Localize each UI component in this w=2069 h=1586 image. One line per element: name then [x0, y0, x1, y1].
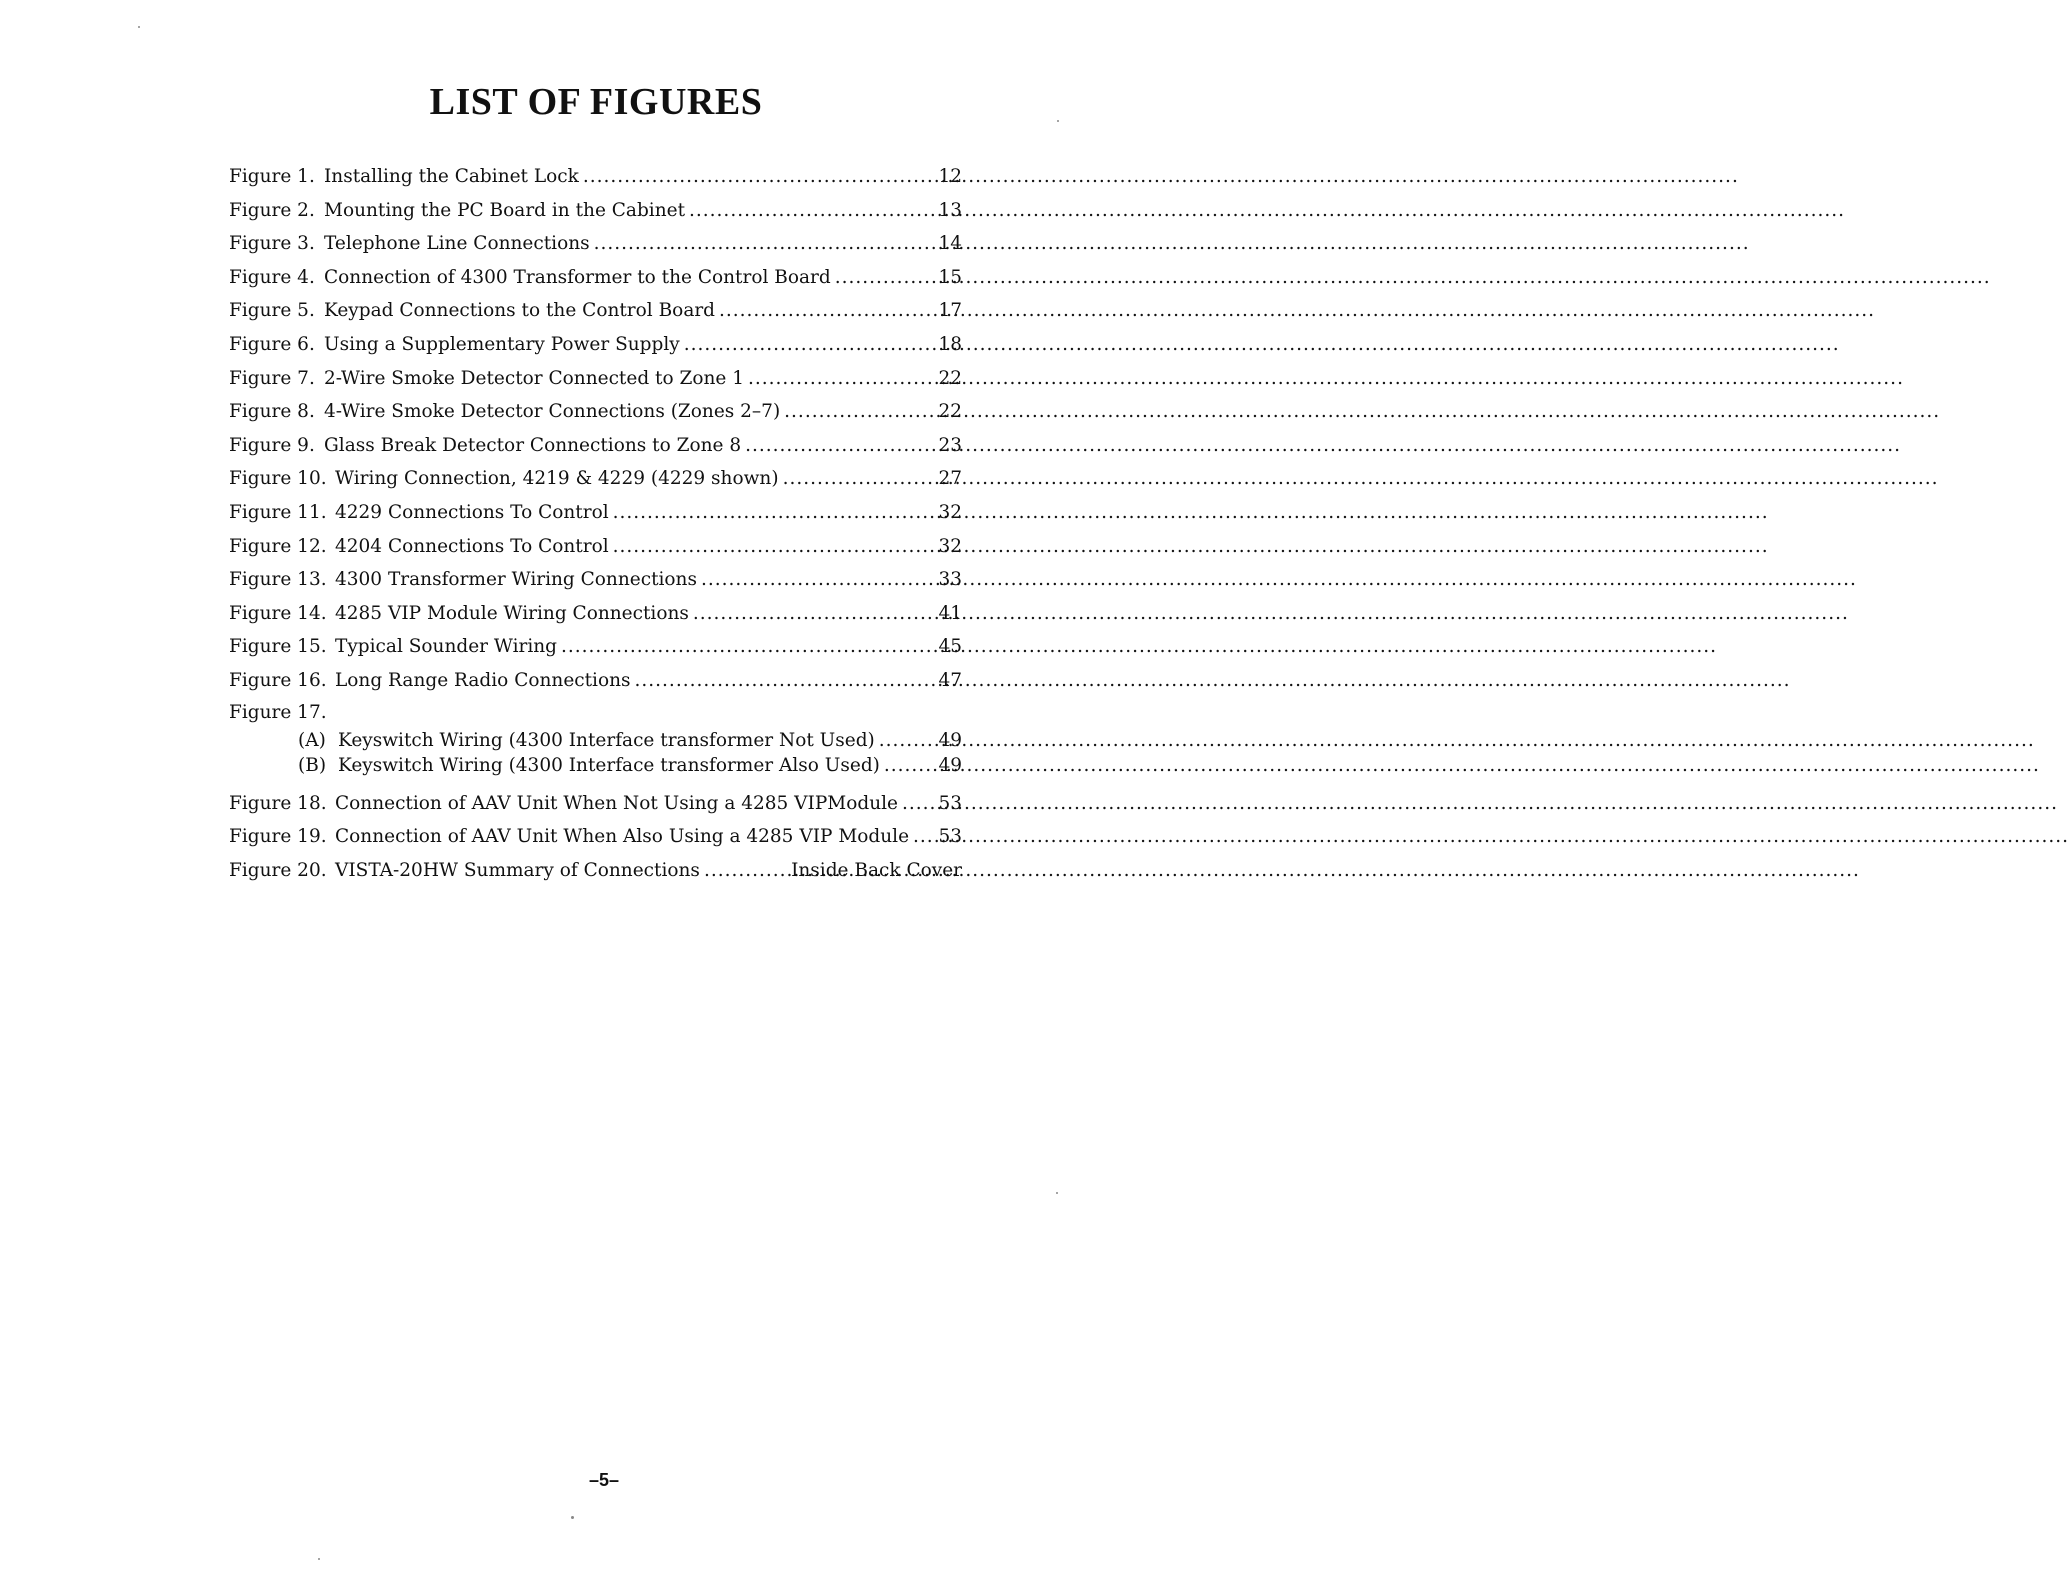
figure-page: 13: [938, 199, 962, 221]
figure-label: Figure 6.: [229, 333, 315, 355]
figure-page: 32: [938, 535, 962, 557]
figure-title: Connection of 4300 Transformer to the Control Board: [324, 266, 831, 288]
figure-title: Telephone Line Connections: [324, 233, 590, 255]
figure-page: 18: [938, 333, 962, 355]
figure-label: Figure 8.: [229, 401, 315, 423]
toc-subentry-figure-17b: [229, 753, 962, 778]
figure-title: 2-Wire Smoke Detector Connected to Zone 1: [324, 367, 744, 389]
figure-label: Figure 7.: [229, 367, 315, 389]
figure-label: Figure 11.: [229, 501, 327, 523]
figure-page: 15: [938, 266, 962, 288]
toc-entry-figure-8: [229, 395, 962, 429]
figure-page: 27: [938, 468, 962, 490]
figure-title: Keypad Connections to the Control Board: [324, 300, 716, 322]
figure-page: 23: [938, 434, 962, 456]
dot-leader: [701, 563, 934, 597]
figure-page: 32: [938, 501, 962, 523]
dot-leader: [783, 462, 935, 496]
figure-title: VISTA-20HW Summary of Connections: [335, 859, 700, 881]
figure-title: Long Range Radio Connections: [335, 669, 631, 691]
figure-page: 45: [938, 636, 962, 658]
figure-title: Connection of AAV Unit When Not Using a 4285 VIPModule: [335, 792, 899, 814]
dot-leader: [719, 294, 934, 328]
dot-leader: [913, 820, 934, 854]
figure-title: Keyswitch Wiring (4300 Interface transformer Also Used): [338, 754, 880, 776]
figure-page: 33: [938, 569, 962, 591]
toc-entry-figure-18: [229, 787, 962, 821]
figure-page: 49: [938, 754, 962, 776]
dot-leader: [561, 630, 934, 664]
figure-page: 14: [938, 233, 962, 255]
toc-entry-figure-2: [229, 194, 962, 228]
dot-leader: [835, 261, 935, 295]
dot-leader: [704, 854, 787, 888]
toc-entry-figure-20: [229, 854, 962, 888]
figure-title: 4-Wire Smoke Detector Connections (Zones 2–7): [324, 401, 781, 423]
figure-label: Figure 14.: [229, 602, 327, 624]
figure-label: Figure 18.: [229, 792, 327, 814]
figure-title: Connection of AAV Unit When Also Using a 4285 VIP Module: [335, 826, 910, 848]
figure-page: 22: [938, 367, 962, 389]
figure-title: 4229 Connections To Control: [335, 501, 609, 523]
dot-leader: [748, 362, 934, 396]
figure-label: Figure 2.: [229, 199, 315, 221]
figure-label: Figure 15.: [229, 636, 327, 658]
toc-subentry-figure-17a: [229, 728, 962, 753]
figure-title: Using a Supplementary Power Supply: [324, 333, 680, 355]
figure-page: 12: [938, 166, 962, 187]
toc-entry-figure-6: [229, 328, 962, 362]
figure-label: Figure 4.: [229, 266, 315, 288]
figure-label: Figure 3.: [229, 233, 315, 255]
figure-title: 4204 Connections To Control: [335, 535, 609, 557]
subfigure-letter: (A): [298, 729, 326, 751]
toc-entry-figure-13: [229, 563, 962, 597]
figure-label: Figure 19.: [229, 826, 327, 848]
figure-page: 53: [938, 792, 962, 814]
dot-leader: [784, 395, 934, 429]
figure-page: Inside Back Cover: [791, 859, 962, 881]
figure-title: Mounting the PC Board in the Cabinet: [324, 199, 686, 221]
page-title: LIST OF FIGURES: [429, 81, 763, 123]
dot-leader: [689, 194, 934, 228]
toc-entry-figure-4: [229, 261, 962, 295]
figure-label: Figure 5.: [229, 300, 315, 322]
toc-entry-figure-10: [229, 462, 962, 496]
toc-entry-figure-17: [229, 698, 962, 728]
dot-leader: [879, 728, 935, 753]
dot-leader: [613, 530, 935, 564]
figure-label: Figure 1.: [229, 166, 315, 187]
figure-title: Wiring Connection, 4219 & 4229 (4229 shown): [335, 468, 779, 490]
figure-label: Figure 10.: [229, 468, 327, 490]
figure-label: Figure 9.: [229, 434, 315, 456]
scan-speck: [1057, 120, 1059, 122]
figure-label: Figure 16.: [229, 669, 327, 691]
page-number: –5–: [588, 1470, 620, 1490]
scan-speck: [318, 1558, 320, 1560]
figure-title: 4285 VIP Module Wiring Connections: [335, 602, 689, 624]
figure-label: Figure 17.: [229, 701, 327, 723]
scan-speck: [138, 26, 140, 28]
figure-page: 49: [938, 729, 962, 751]
toc-entry-figure-1: [229, 160, 962, 194]
dot-leader: [902, 787, 934, 821]
dot-leader: [583, 160, 935, 194]
dot-leader: [613, 496, 935, 530]
figure-page: 53: [938, 826, 962, 848]
toc-entry-figure-16: [229, 664, 962, 698]
figure-title: 4300 Transformer Wiring Connections: [335, 569, 697, 591]
toc-entry-figure-15: [229, 630, 962, 664]
figure-label: Figure 20.: [229, 859, 327, 881]
dot-leader: [693, 597, 935, 631]
toc-entry-figure-7: [229, 362, 962, 396]
figure-title: Keyswitch Wiring (4300 Interface transformer Not Used): [338, 729, 875, 751]
dot-leader: [684, 328, 935, 362]
figure-title: Glass Break Detector Connections to Zone 8: [324, 434, 742, 456]
toc-entry-figure-9: [229, 429, 962, 463]
toc-entry-figure-12: [229, 530, 962, 564]
figure-title: Typical Sounder Wiring: [335, 636, 558, 658]
figure-label: Figure 13.: [229, 569, 327, 591]
figure-list: [229, 160, 962, 887]
figure-page: 47: [938, 669, 962, 691]
scan-speck: [1056, 1192, 1058, 1194]
dot-leader: [745, 429, 934, 463]
dot-leader: [884, 753, 935, 778]
toc-entry-figure-19: [229, 820, 962, 854]
figure-page: 17: [938, 300, 962, 322]
subfigure-letter: (B): [298, 754, 327, 776]
toc-entry-figure-11: [229, 496, 962, 530]
toc-entry-figure-14: [229, 597, 962, 631]
scan-speck: [571, 1516, 574, 1519]
toc-entry-figure-3: [229, 227, 962, 261]
dot-leader: [635, 664, 935, 698]
figure-title: Installing the Cabinet Lock: [324, 166, 579, 187]
toc-entry-figure-5: [229, 294, 962, 328]
dot-leader: [594, 227, 935, 261]
figure-label: Figure 12.: [229, 535, 327, 557]
figure-page: 41: [938, 602, 962, 624]
figure-page: 22: [938, 401, 962, 423]
